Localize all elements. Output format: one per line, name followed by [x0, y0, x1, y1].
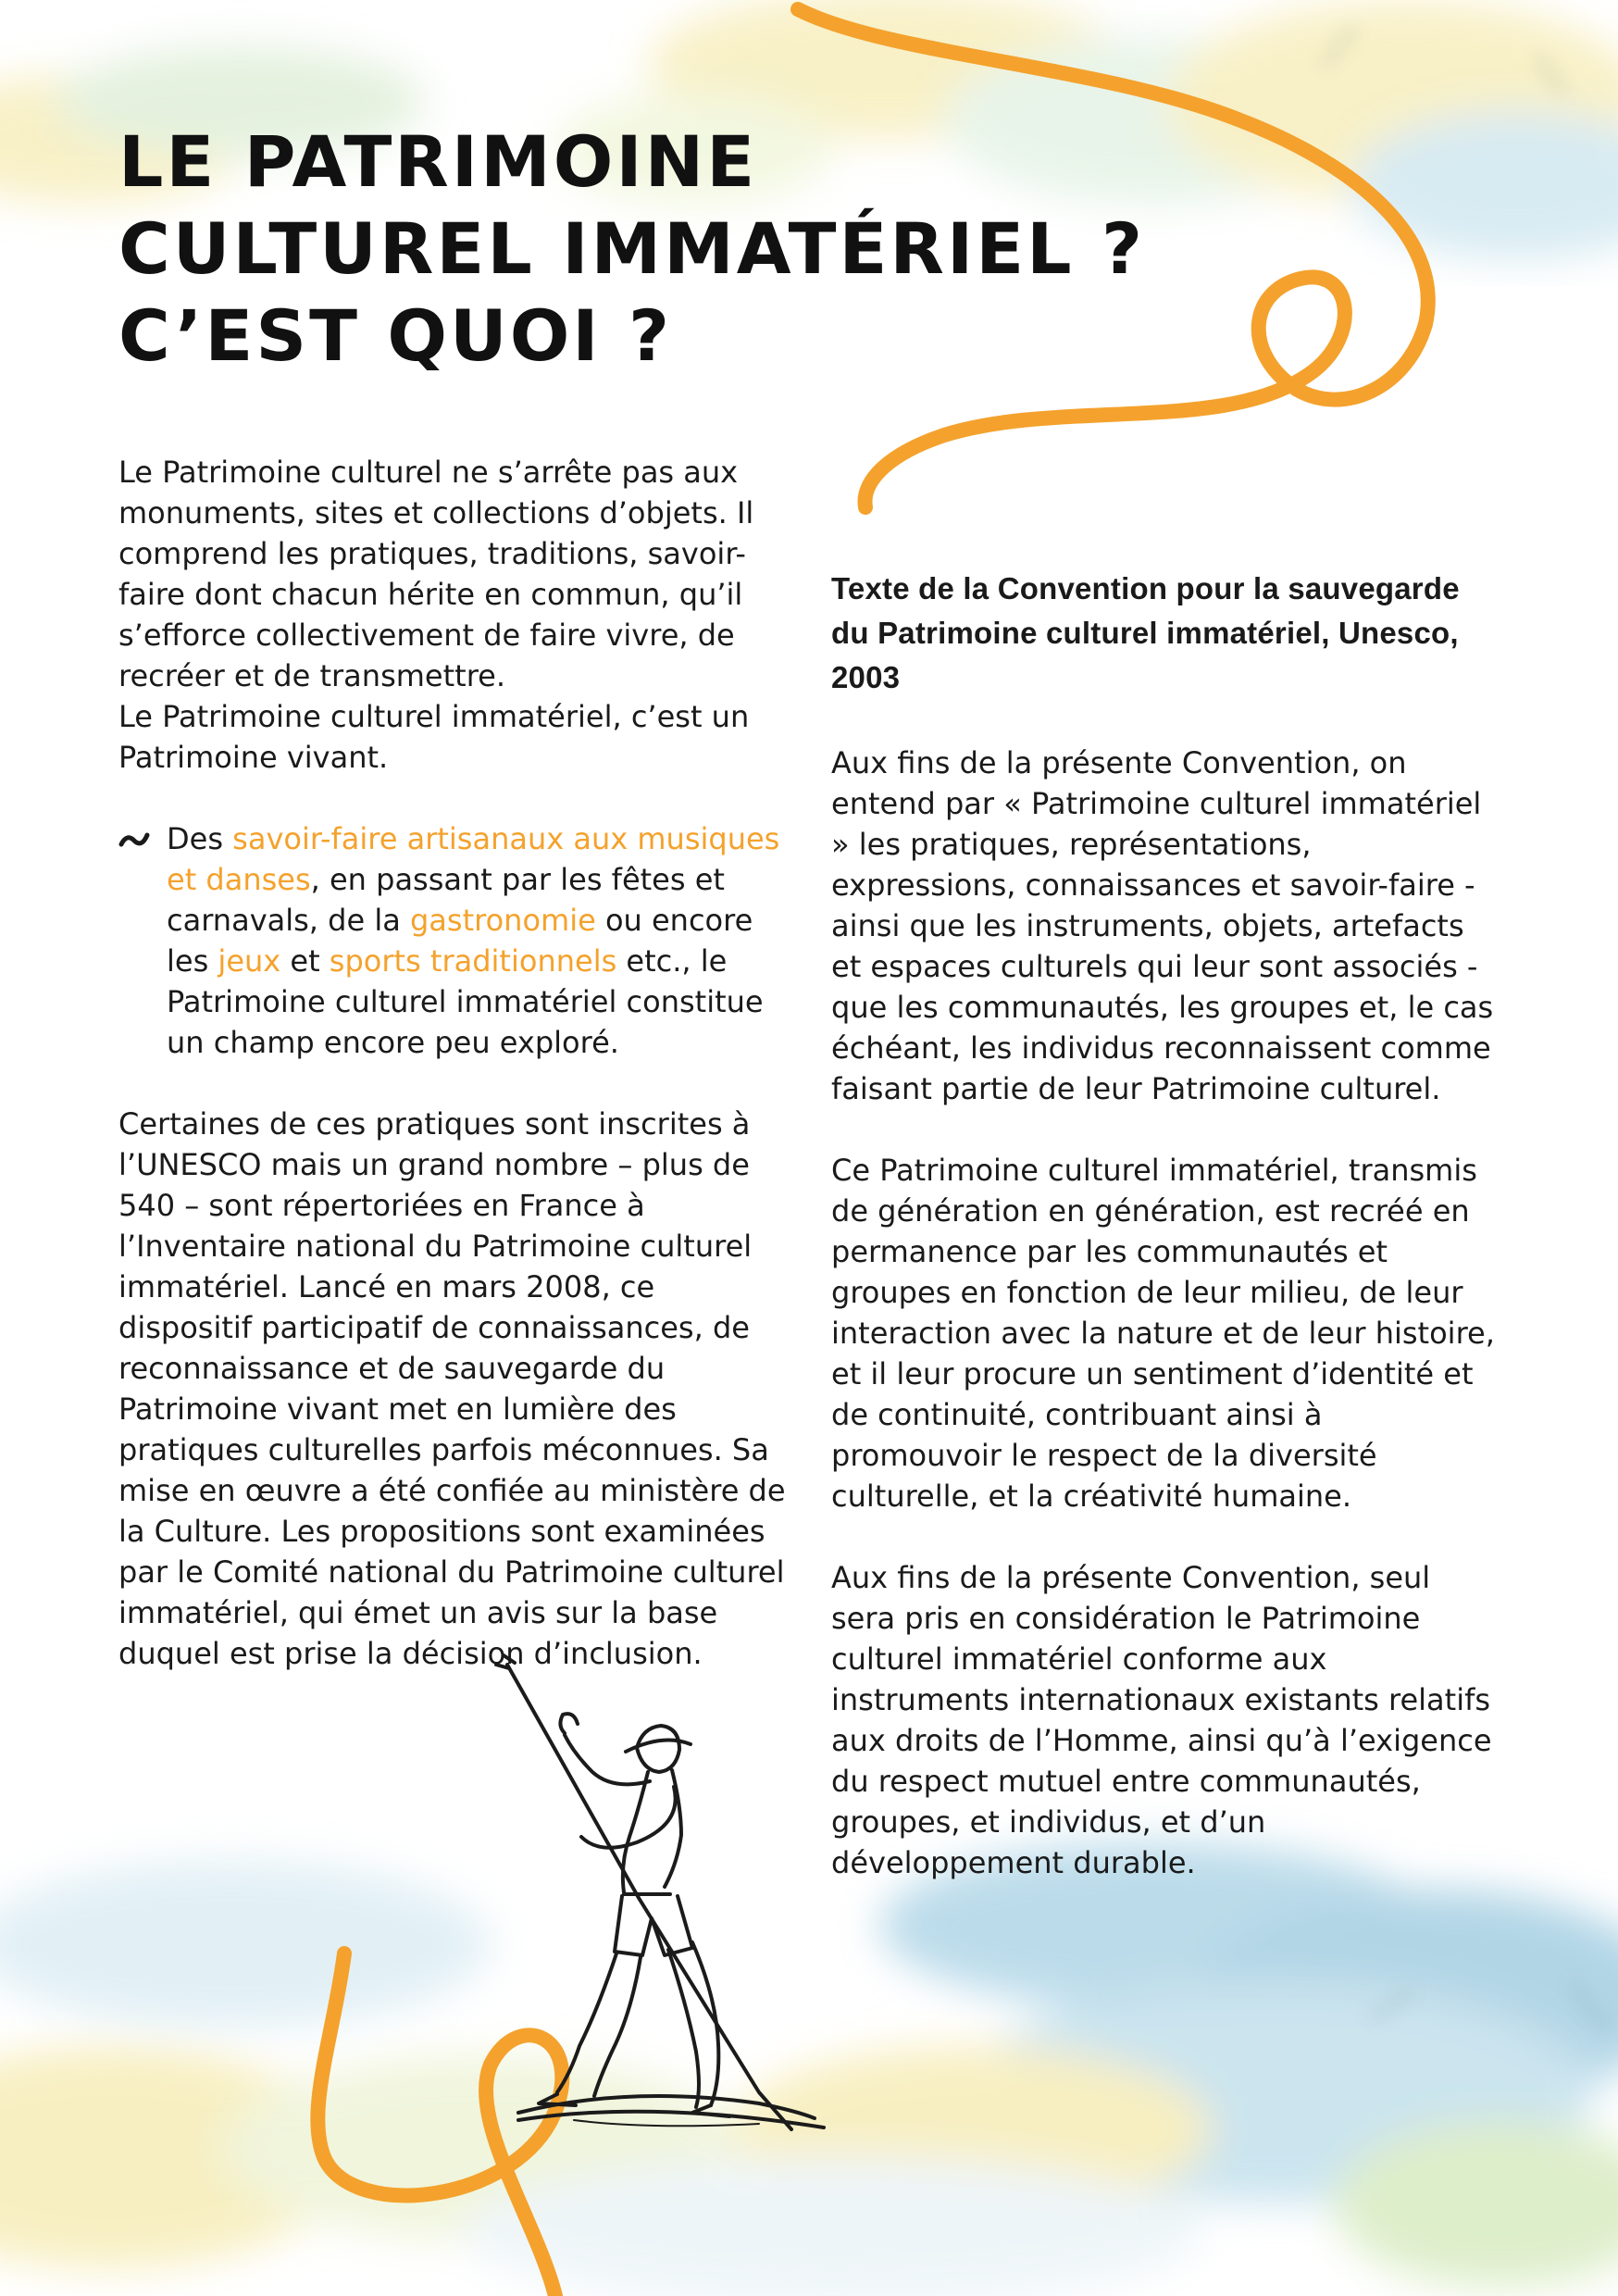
title-line-2: CULTUREL IMMATÉRIEL ?	[118, 207, 1146, 290]
page-title	[118, 119, 1146, 380]
convention-paragraph-3: Aux fins de la présente Convention, seul sera pris en considération le Patrimoine culturel immatériel conforme aux instruments internationaux existants relatifs aux droits de l’Homme, ainsi qu’à l’exigence du respect mutuel entre communautés, groupes, et individus, et d’un développement durable.	[831, 1560, 1492, 1880]
inventory-paragraph: Certaines de ces pratiques sont inscrites à l’UNESCO mais un grand nombre – plus de 540 – sont répertoriées en France à l’Inventaire national du Patrimoine culturel immatériel. Lancé en mars 2008, ce dispositif participatif de connaissances, de reconnaissance et de sauvegarde du Patrimoine vivant met en lumière des pratiques culturelles parfois méconnues. Sa mise en œuvre a été confiée au ministère de la Culture. Les propositions sont examinées par le Comité national du Patrimoine culturel immatériel, qui émet un avis sur la base duquel est prise la décision d’inclusion.	[118, 1106, 786, 1671]
highlight-savoir-faire: savoir-faire artisanaux aux musiques et danses	[167, 821, 780, 897]
intro-paragraph: Le Patrimoine culturel ne s’arrête pas aux monuments, sites et collections d’objets. Il comprend les pratiques, traditions, savoir-faire dont chacun hérite en commun, qu’il s’efforce collectivement de faire vivre, de recréer et de transmettre.	[118, 455, 754, 693]
highlight-gastronomie: gastronomie	[409, 903, 596, 938]
convention-paragraph-1: Aux fins de la présente Convention, on entend par « Patrimoine culturel immatériel » les pratiques, représentations, expressions, connaissances et savoir-faire - ainsi que les instruments, objets, artefacts et espaces culturels qui leur sont associés - que les communautés, les groupes et, le cas échéant, les individus reconnaissent comme faisant partie de leur Patrimoine culturel.	[831, 745, 1494, 1106]
highlight-sports: sports traditionnels	[329, 943, 617, 979]
highlight-jeux: jeux	[218, 943, 281, 979]
title-line-1: LE PATRIMOINE	[118, 120, 758, 203]
intro-paragraph-2: Le Patrimoine culturel immatériel, c’est un Patrimoine vivant.	[118, 699, 750, 775]
convention-paragraph-2: Ce Patrimoine culturel immatériel, transmis de génération en génération, est recréé en permanence par les communautés et groupes en fonction de leur milieu, de leur interaction avec la nature et de leur histoire, et il leur procure un sentiment d’identité et de continuité, contribuant ainsi à promouvoir le respect de la diversité culturelle, et la créativité humaine.	[831, 1153, 1495, 1514]
left-column	[118, 452, 794, 1674]
title-line-3: C’EST QUOI ?	[118, 294, 673, 377]
highlight-bullet: Des savoir-faire artisanaux aux musiques et danses, en passant par les fêtes et carnavals, de la gastronomie ou encore les jeux et sports traditionnels etc., le Patrimoine culturel immatériel constitue un champ encore peu exploré.	[118, 818, 794, 1063]
convention-heading: Texte de la Convention pour la sauvegarde du Patrimoine culturel immatériel, Unesco, 2003	[831, 571, 1460, 694]
right-column	[831, 567, 1500, 1883]
bottom-watercolor-wash	[0, 1842, 1618, 2296]
tilde-icon	[118, 831, 154, 850]
